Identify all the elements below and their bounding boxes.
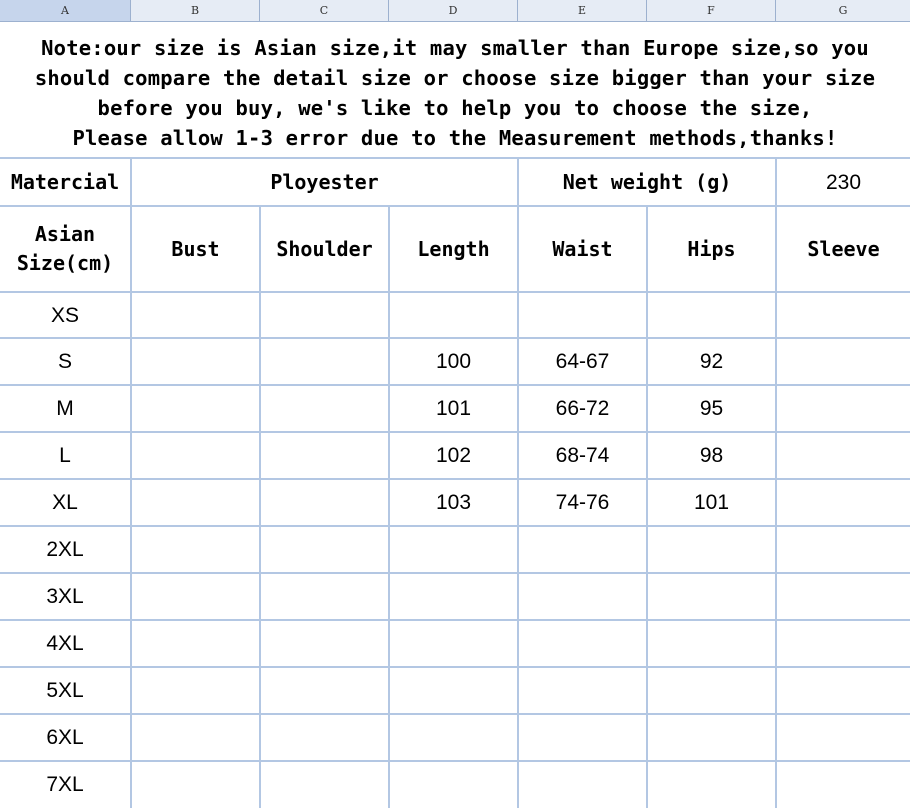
note-line-3: before you buy, we's like to help you to choose the size, (97, 96, 813, 120)
column-header-b[interactable]: B (131, 0, 260, 21)
column-header-d[interactable]: D (389, 0, 518, 21)
column-header-c[interactable]: C (260, 0, 389, 21)
hips-cell[interactable]: 98 (699, 444, 724, 467)
note-line-2: should compare the detail size or choose size bigger than your size (34, 66, 876, 90)
size-header-line-1: Asian (34, 222, 96, 246)
size-chart-sheet (0, 21, 910, 808)
size-cell[interactable]: S (57, 350, 72, 373)
net-weight-label[interactable]: Net weight (g) (562, 169, 732, 194)
gridline (0, 760, 910, 762)
size-cell[interactable]: XS (50, 303, 79, 327)
length-cell[interactable]: 102 (435, 444, 472, 467)
size-cell[interactable]: 2XL (46, 538, 84, 561)
column-header-e[interactable]: E (518, 0, 647, 21)
header-hips[interactable]: Hips (687, 236, 736, 261)
column-header-a[interactable]: A (0, 0, 131, 21)
length-cell[interactable]: 103 (435, 491, 472, 514)
hips-cell[interactable]: 95 (699, 397, 724, 420)
header-bust[interactable]: Bust (171, 236, 220, 261)
header-waist[interactable]: Waist (552, 236, 613, 261)
note-line-4: Please allow 1-3 error due to the Measurement methods,thanks! (72, 126, 838, 150)
size-cell[interactable]: 7XL (46, 773, 84, 796)
size-note[interactable] (4, 33, 906, 153)
gridline (0, 291, 910, 293)
column-header-bar (0, 0, 910, 22)
gridline (0, 713, 910, 715)
material-value[interactable]: Ployester (270, 169, 379, 194)
gridline (0, 666, 910, 668)
size-cell[interactable]: 4XL (46, 632, 84, 655)
waist-cell[interactable]: 74-76 (555, 491, 610, 514)
net-weight-value[interactable]: 230 (825, 170, 862, 194)
gridline (0, 572, 910, 574)
size-cell[interactable]: M (56, 397, 74, 420)
header-shoulder[interactable]: Shoulder (276, 236, 373, 261)
column-header-g[interactable]: G (838, 4, 848, 17)
column-header-f[interactable]: F (647, 0, 776, 21)
hips-cell[interactable]: 92 (699, 350, 724, 373)
size-header-line-2: Size(cm) (16, 251, 114, 275)
size-header[interactable] (0, 207, 130, 291)
waist-cell[interactable]: 68-74 (555, 444, 610, 467)
note-line-1: Note:our size is Asian size,it may smaller than Europe size,so you (41, 36, 869, 60)
size-cell[interactable]: 3XL (46, 585, 84, 608)
length-cell[interactable]: 101 (435, 397, 472, 420)
waist-cell[interactable]: 66-72 (555, 397, 610, 420)
size-cell[interactable]: XL (52, 491, 78, 514)
length-cell[interactable]: 100 (435, 350, 472, 373)
header-length[interactable]: Length (417, 236, 490, 261)
hips-cell[interactable]: 101 (693, 491, 730, 514)
size-cell[interactable]: L (59, 444, 71, 467)
gridline (0, 525, 910, 527)
gridline (259, 205, 261, 808)
material-label[interactable]: Matercial (10, 169, 120, 194)
waist-cell[interactable]: 64-67 (555, 350, 610, 373)
size-cell[interactable]: 5XL (46, 679, 84, 702)
gridline (0, 619, 910, 621)
size-cell[interactable]: 6XL (46, 726, 84, 749)
header-sleeve[interactable]: Sleeve (807, 236, 880, 261)
